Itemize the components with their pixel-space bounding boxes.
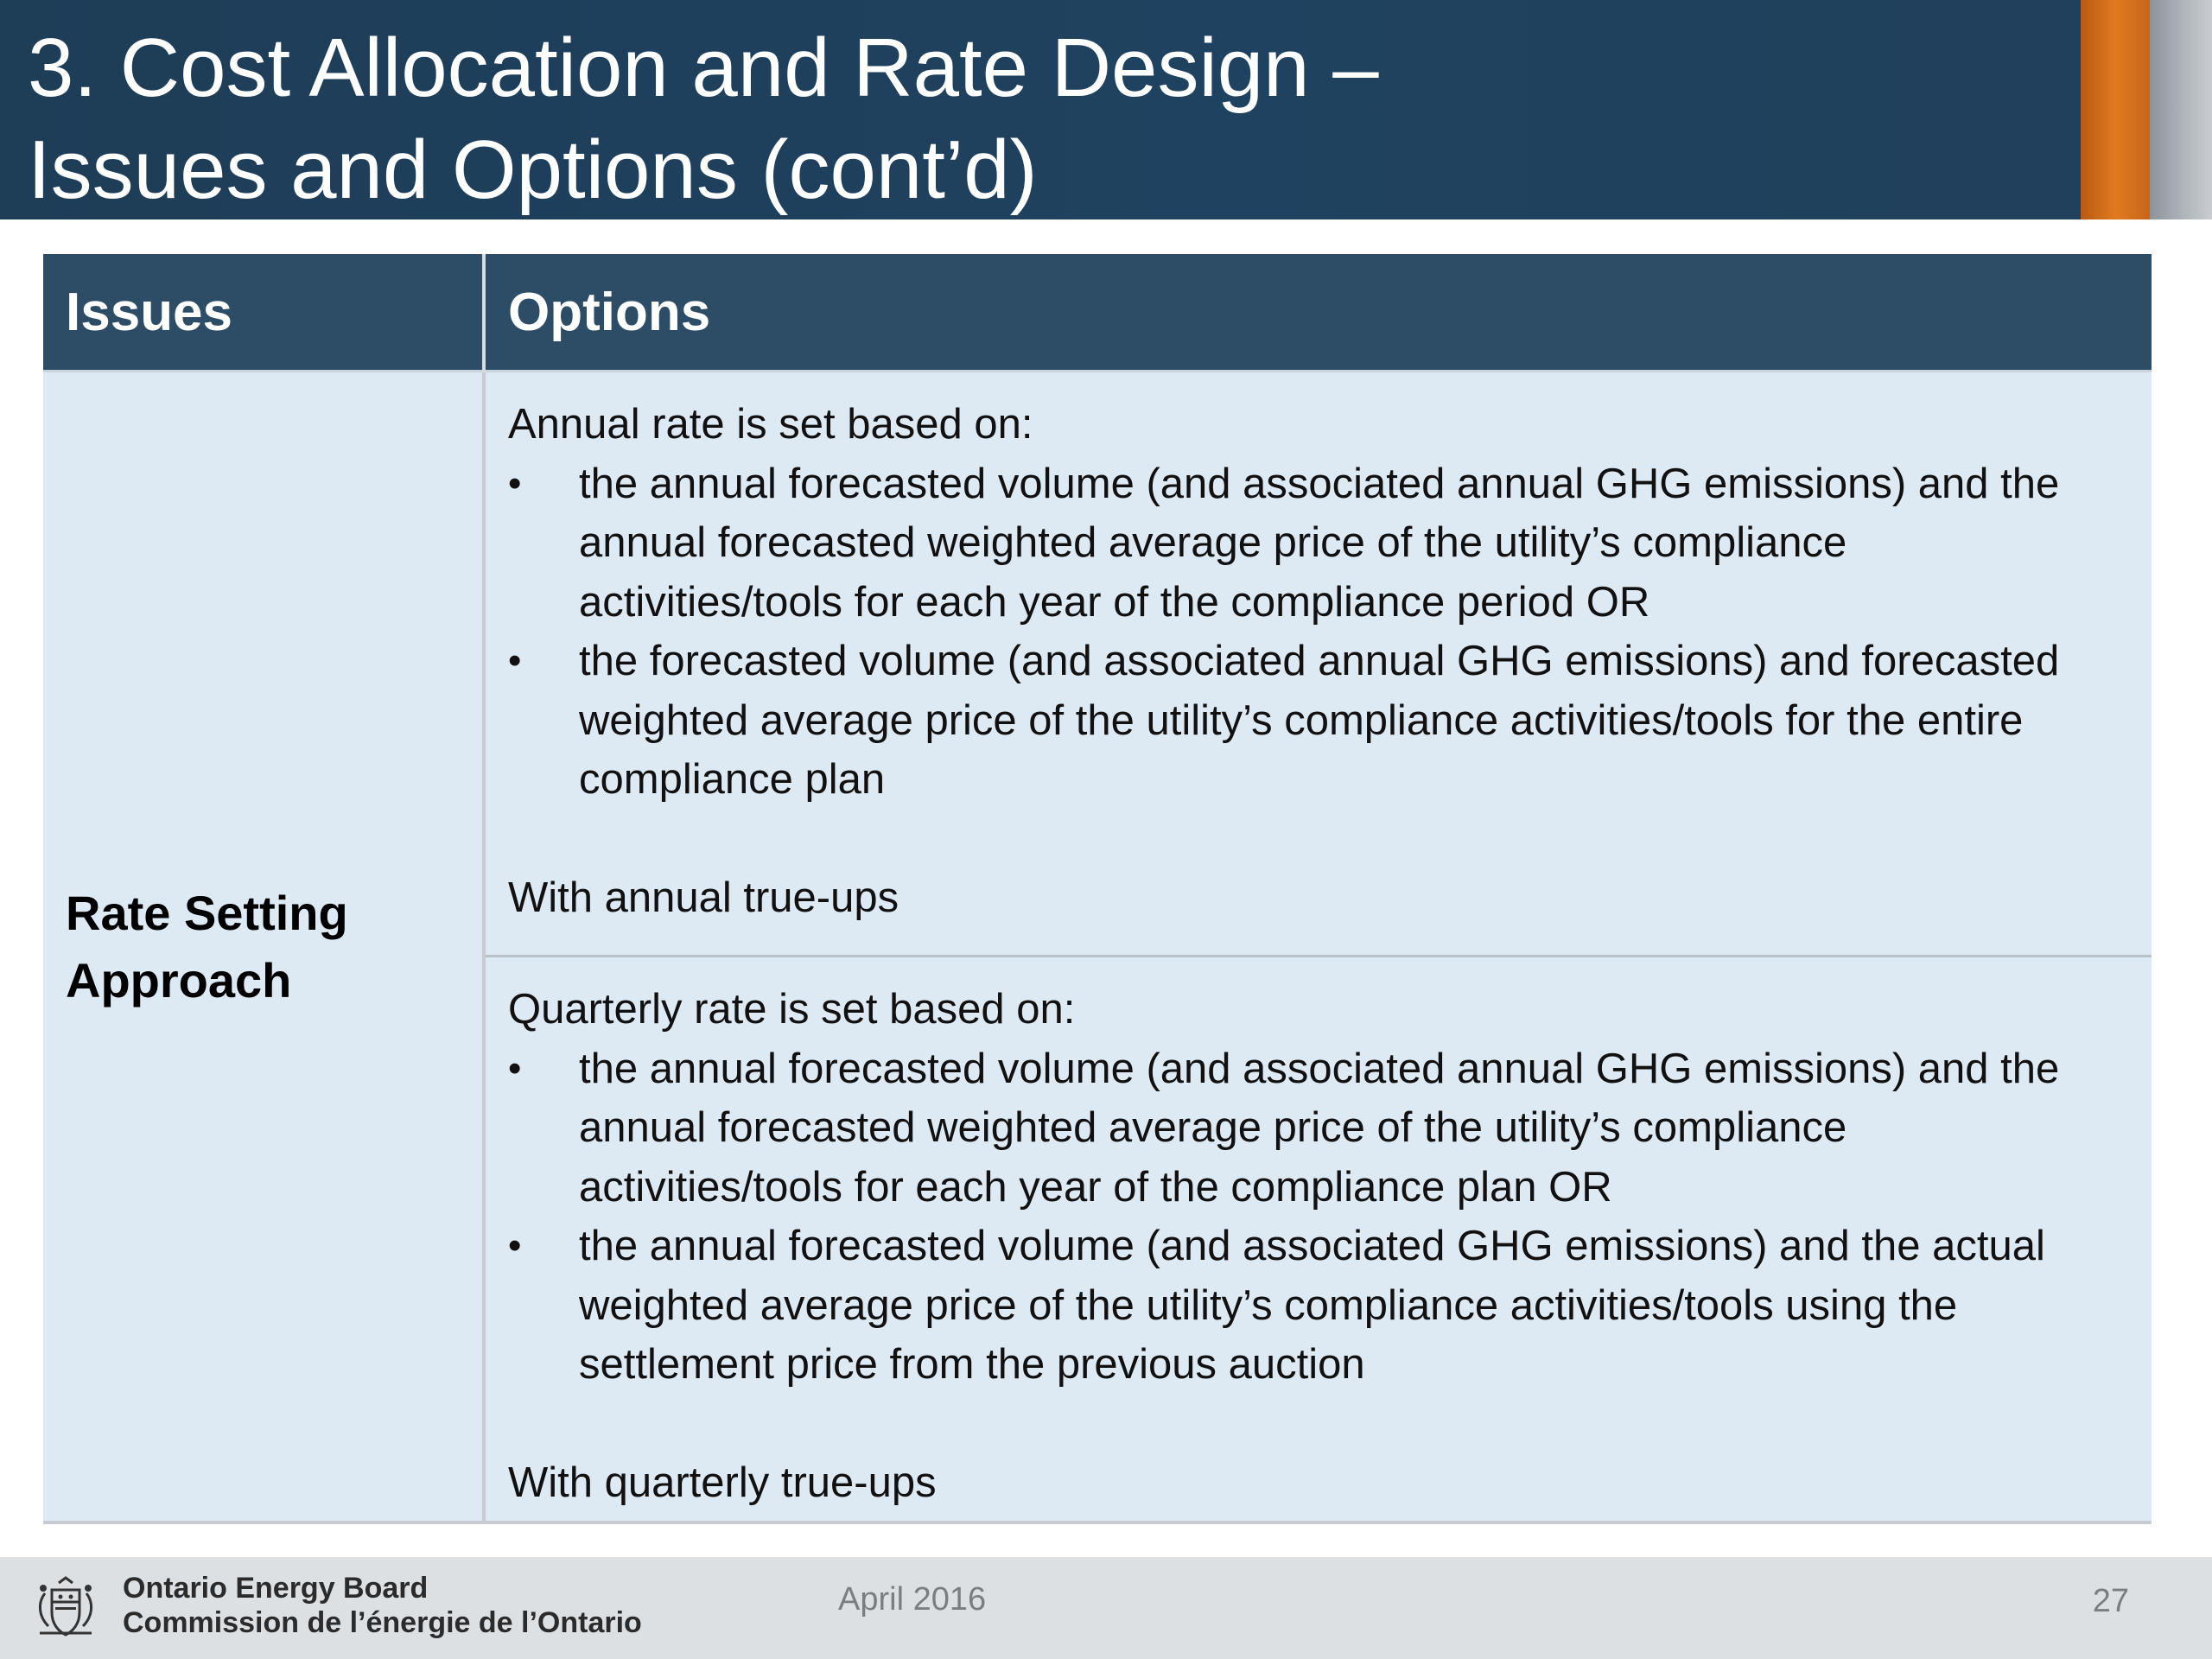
slide-title <box>28 17 1379 221</box>
issue-cell-rate-setting-approach <box>43 372 484 1523</box>
bullet-text: the annual forecasted volume (and associated annual GHG emissions) and the annual forecasted weighted average price of the utility’s compliance activities/tools for each year of the compliance period OR <box>579 460 2060 626</box>
bullet-icon: • <box>508 639 522 682</box>
option-bullet-list <box>508 454 2117 810</box>
footer-date: April 2016 <box>838 1581 987 1618</box>
issue-label-line-2: Approach <box>66 952 292 1007</box>
list-item <box>508 1039 2117 1217</box>
option-intro: Quarterly rate is set based on: <box>508 986 1076 1033</box>
table-row <box>43 372 2152 957</box>
issues-options-table <box>43 254 2152 1524</box>
slide-footer <box>0 1557 2212 1659</box>
bullet-text: the annual forecasted volume (and associated GHG emissions) and the actual weighted average price of the utility’s compliance activities/tools using the settlement price from the previous auction <box>579 1223 2045 1388</box>
ontario-coat-of-arms-icon <box>33 1574 99 1642</box>
table-header-row <box>43 254 2152 372</box>
bullet-icon: • <box>508 461 522 505</box>
title-accent-grey-bar <box>2150 0 2212 219</box>
organization-name-fr: Commission de l’énergie de l’Ontario <box>123 1606 642 1639</box>
slide-title-line-1: 3. Cost Allocation and Rate Design – <box>28 22 1379 114</box>
issue-label-line-1: Rate Setting <box>66 885 348 940</box>
option-trueup-note: With annual true-ups <box>508 874 899 921</box>
option-trueup-note: With quarterly true-ups <box>508 1459 937 1506</box>
page-number: 27 <box>2092 1583 2129 1619</box>
option-cell-annual-rate <box>484 372 2152 957</box>
title-accent-orange-bar <box>2081 0 2150 219</box>
list-item <box>508 632 2117 810</box>
slide-title-line-2: Issues and Options (cont’d) <box>28 124 1038 216</box>
column-header-issues: Issues <box>43 254 484 372</box>
option-bullet-list <box>508 1039 2117 1395</box>
bullet-icon: • <box>508 1046 522 1090</box>
bullet-text: the forecasted volume (and associated annual GHG emissions) and forecasted weighted average price of the utility’s compliance activities/tools for the entire compliance plan <box>579 638 2060 803</box>
option-intro: Annual rate is set based on: <box>508 401 1033 448</box>
bullet-text: the annual forecasted volume (and associated annual GHG emissions) and the annual forecasted weighted average price of the utility’s compliance activities/tools for each year of the compliance plan OR <box>579 1045 2060 1211</box>
organization-name-en: Ontario Energy Board <box>123 1572 429 1605</box>
organization-name <box>123 1571 642 1640</box>
bullet-icon: • <box>508 1224 522 1267</box>
list-item <box>508 1217 2117 1395</box>
column-header-options: Options <box>484 254 2152 372</box>
list-item <box>508 454 2117 632</box>
option-cell-quarterly-rate <box>484 957 2152 1523</box>
